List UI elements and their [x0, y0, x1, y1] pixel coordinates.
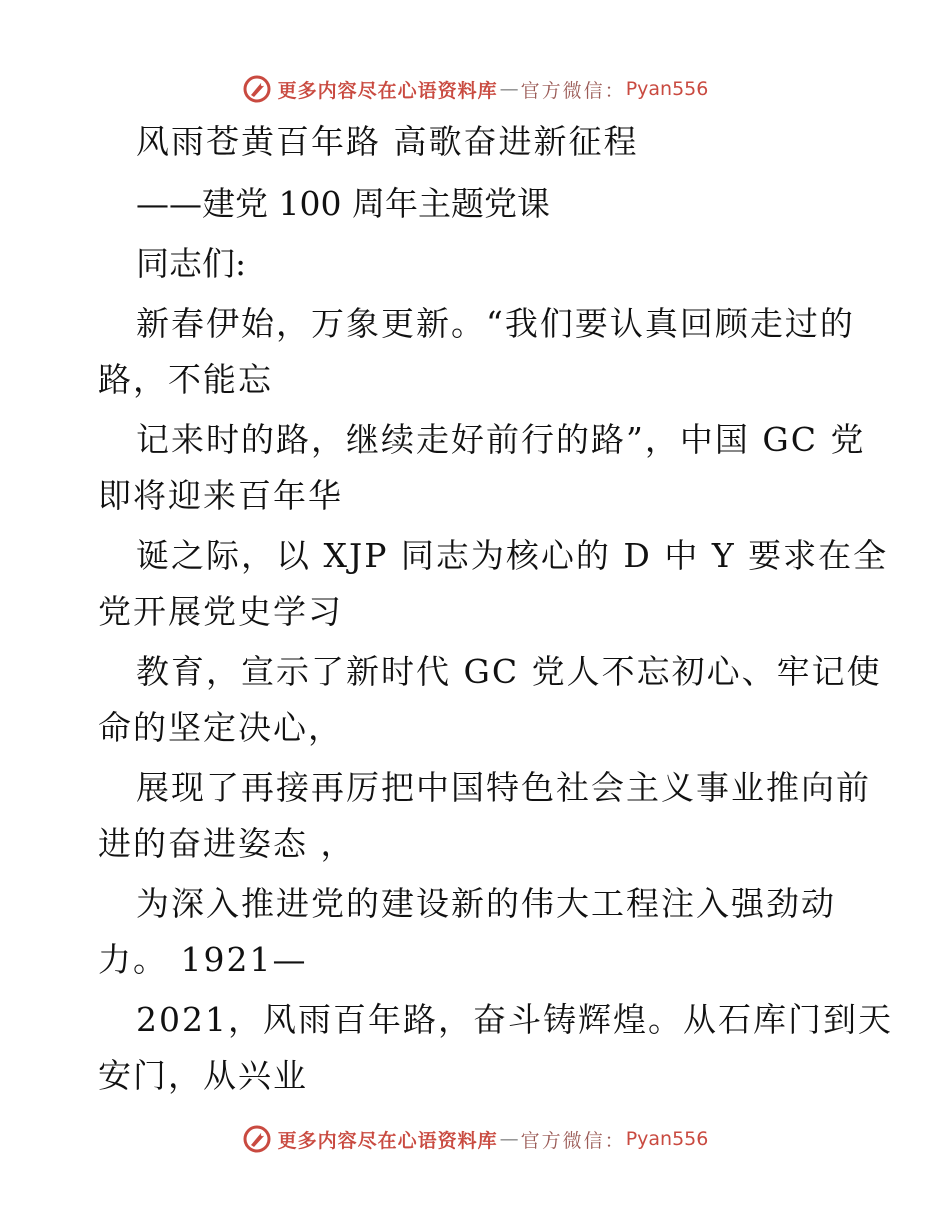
watermark-main-text: 更多内容尽在心语资料库	[277, 79, 498, 102]
paragraph-line: 安门，从兴业	[98, 1056, 308, 1095]
paragraph-line: 新春伊始，万象更新。“我们要认真回顾走过的	[136, 304, 855, 343]
paragraph-line: 记来时的路，继续走好前行的路”，中国 GC 党	[136, 420, 866, 459]
pen-nib-circle-icon	[242, 1124, 272, 1154]
paragraph-line: 党开展党史学习	[98, 592, 343, 631]
watermark-dash: —	[499, 78, 519, 100]
paragraph-line: 2021，风雨百年路，奋斗铸辉煌。从石库门到天	[136, 1000, 893, 1039]
watermark-wechat-id: Pyan556	[625, 78, 709, 100]
paragraph-line: 即将迎来百年华	[98, 476, 343, 515]
watermark-wechat-label: 官方微信：	[520, 79, 626, 102]
document-title: 风雨苍黄百年路 高歌奋进新征程	[136, 122, 639, 161]
paragraph-line: 展现了再接再厉把中国特色社会主义事业推向前	[136, 768, 871, 807]
paragraph-line: 为深入推进党的建设新的伟大工程注入强劲动	[136, 884, 836, 923]
watermark-wechat-label: 官方微信：	[520, 1129, 626, 1152]
header-watermark	[0, 72, 950, 106]
paragraph-line: 力。 1921—	[98, 940, 308, 979]
watermark-main-text: 更多内容尽在心语资料库	[277, 1129, 498, 1152]
paragraph-line: 进的奋进姿态 ，	[98, 824, 356, 863]
paragraph-line: 路，不能忘	[98, 360, 273, 399]
paragraph-line: 命的坚定决心，	[98, 708, 343, 747]
footer-watermark	[0, 1122, 950, 1156]
salutation: 同志们:	[136, 244, 247, 283]
watermark-wechat-id: Pyan556	[625, 1128, 709, 1150]
paragraph-line: 教育，宣示了新时代 GC 党人不忘初心、牢记使	[136, 652, 882, 691]
paragraph-line: 诞之际，以 XJP 同志为核心的 D 中 Y 要求在全	[136, 536, 889, 575]
watermark-dash: —	[499, 1128, 519, 1150]
pen-nib-circle-icon	[242, 74, 272, 104]
document-subtitle: ——建党 100 周年主题党课	[136, 184, 550, 223]
